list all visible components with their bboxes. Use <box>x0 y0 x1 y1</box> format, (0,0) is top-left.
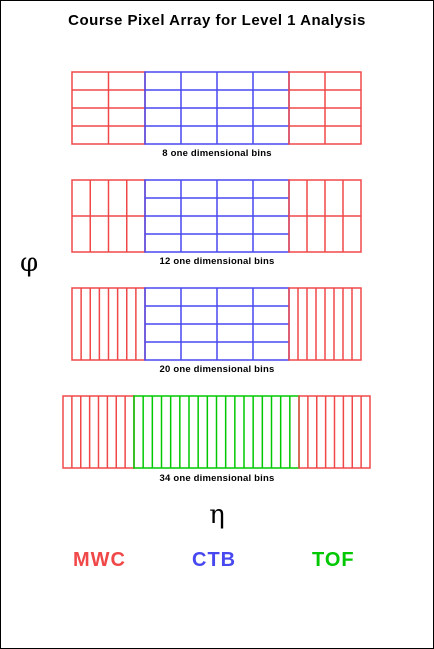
array-caption-3: 20 one dimensional bins <box>159 364 275 375</box>
legend-tof: TOF <box>312 549 355 571</box>
legend-ctb: CTB <box>192 549 237 571</box>
eta-axis-label: η <box>209 500 225 530</box>
legend-mwc: MWC <box>73 549 126 571</box>
figure-title: Course Pixel Array for Level 1 Analysis <box>68 12 366 29</box>
array-caption-4: 34 one dimensional bins <box>159 473 275 484</box>
phi-axis-label: φ <box>20 248 39 278</box>
array-caption-1: 8 one dimensional bins <box>162 148 272 159</box>
array-caption-2: 12 one dimensional bins <box>159 256 275 267</box>
